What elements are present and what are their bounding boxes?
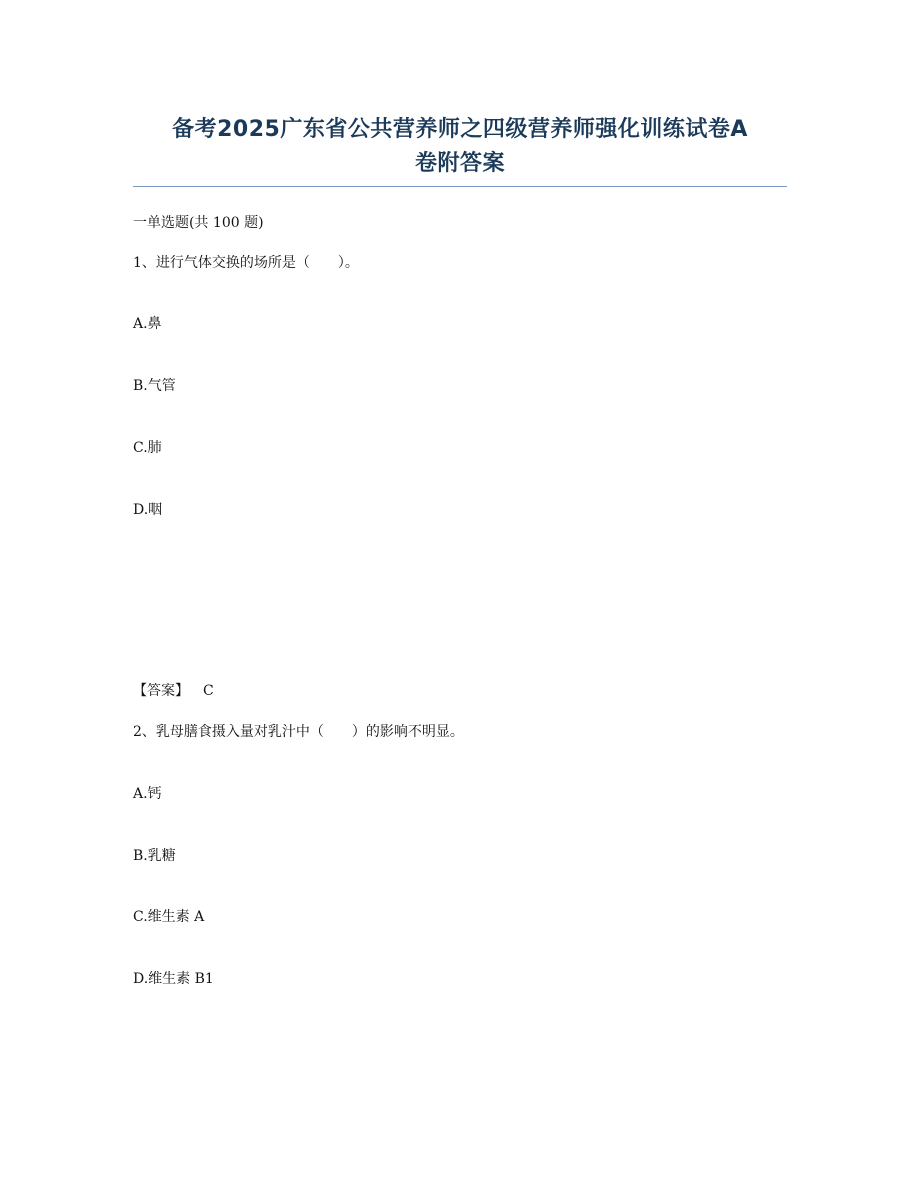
answer-value: C (203, 683, 214, 699)
title-line-1: 备考2025广东省公共营养师之四级营养师强化训练试卷A (172, 117, 748, 142)
title-line-2: 卷附答案 (414, 151, 505, 176)
question-1-option-a: A.鼻 (133, 316, 162, 332)
question-1-answer (133, 681, 214, 701)
question-1-stem: 1、进行气体交换的场所是（ ）。 (133, 255, 359, 271)
section-heading: 一单选题(共 100 题) (133, 215, 264, 231)
question-2-option-c: C.维生素 A (133, 909, 205, 925)
title-underline (133, 186, 787, 187)
question-1-option-c: C.肺 (133, 440, 162, 456)
question-1-option-b: B.气管 (133, 378, 176, 394)
question-2-option-b: B.乳糖 (133, 848, 176, 864)
question-2-stem: 2、乳母膳食摄入量对乳汁中（ ）的影响不明显。 (133, 724, 464, 740)
document-title (133, 113, 787, 181)
question-2-option-d: D.维生素 B1 (133, 971, 214, 987)
question-1-option-d: D.咽 (133, 502, 163, 518)
answer-label: 【答案】 (133, 683, 189, 699)
question-2-option-a: A.钙 (133, 786, 162, 802)
